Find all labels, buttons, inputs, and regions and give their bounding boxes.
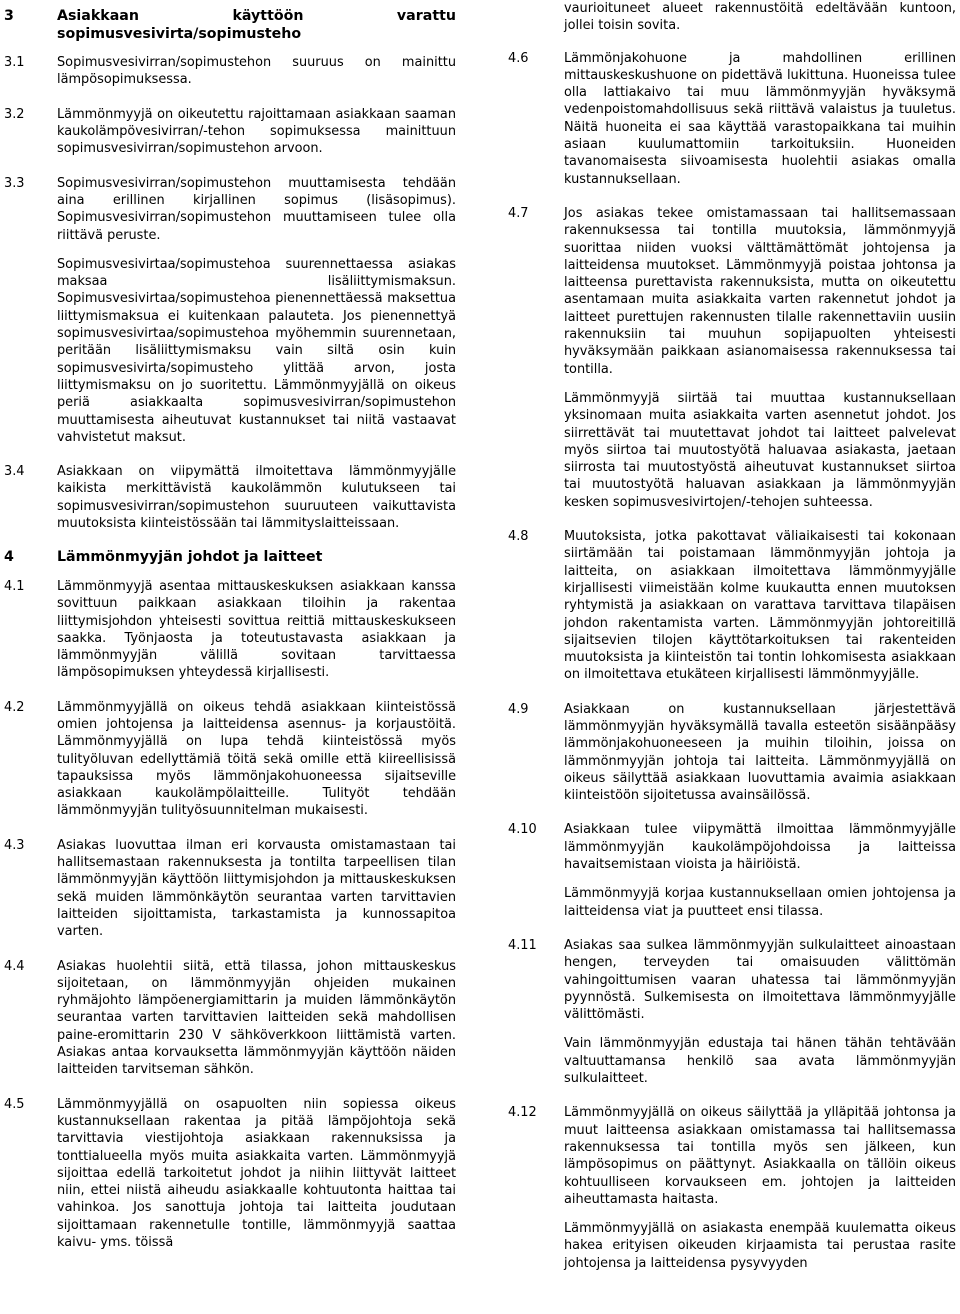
clause-text: Vain lämmönmyyjän edustaja tai hänen tähän tehtävään valtuuttamansa henkilö saa avata lämmönmyyjän sulkulaitteet. bbox=[564, 1036, 956, 1087]
clause-3-3 bbox=[4, 175, 456, 446]
clause-4-11 bbox=[508, 937, 956, 1087]
clause-4-1 bbox=[4, 578, 456, 682]
clause-4-12 bbox=[508, 1104, 956, 1272]
section-4-title: Lämmönmyyjän johdot ja laitteet bbox=[57, 549, 323, 566]
clause-text: Asiakkaan tulee viipymättä ilmoittaa lämmönmyyjälle lämmönmyyjän kaukolämpöjohdoissa ja laitteissa havaitsemistaan vioista ja häiriöistä. bbox=[564, 822, 956, 873]
clause-4-3 bbox=[4, 837, 456, 941]
clause-4-6 bbox=[508, 50, 956, 188]
clause-number: 3.4 bbox=[4, 464, 25, 480]
clause-number: 3.1 bbox=[4, 55, 25, 71]
clause-text: Asiakkaan on kustannuksellaan järjestettävä lämmönmyyjän hyväksymällä tavalla esteetön sisäänpääsy lämmönjakohuoneeseen ja muihin tiloihin, joissa on lämmönmyyjän johtoja tai laitteita. Lämmönmyyjällä on oikeus säilyttää asiakkaan luovuttamia avaimia asiakkaan kiinteistöön sijoitetussa avainsäilössä. bbox=[564, 701, 956, 804]
clause-text: Lämmönmyyjä on oikeutettu rajoittamaan asiakkaan saaman kaukolämpövesivirran/-tehon sopimuksessa mainittuun sopimusvesivirran/sopimustehon arvoon. bbox=[57, 106, 456, 157]
clause-text: Jos asiakas tekee omistamassaan tai hallitsemassaan rakennuksessa tai tontilla muutoksia, lämmönmyyjä suorittaa niiden vuoksi välttämättömät johtojensa ja laitteidensa muutokset. Lämmönmyyjä poistaa johtonsa ja laitteensa purettavista rakennuksista, mutta on oikeutettu asentamaan muita asiakkaita varten rakennetut johdot ja laitteet purettujen rakennusten tilalle rakennettaviin uusiin rakennuksiin tai muuhun sopijapuolten yhteisesti hyväksymään paikkaan asianomaisessa rakennuksessa tai tontilla. bbox=[564, 205, 956, 377]
section-3-heading bbox=[4, 8, 456, 43]
clause-text: Lämmönmyyjä siirtää tai muuttaa kustannuksellaan yksinomaan muita asiakkaita varten asennetut johdot. Jos siirrettävät tai muutettavat johdot tai laitteet palvelevat myös siirtoa tai muutostyötä haluavaa asiakasta, jaetaan siirrosta tai muutostyöstä aiheutuvat kustannukset siirtoa tai muutostyötä haluavan asiakkaan ja lämmönmyyjän kesken sopimusvesivirtojen/-tehojen suhteessa. bbox=[564, 390, 956, 510]
clause-number: 3.3 bbox=[4, 175, 25, 191]
section-3-title: Asiakkaan käyttöön varattu sopimusvesivirta/sopimusteho bbox=[57, 8, 456, 42]
clause-text: Muutoksista, jotka pakottavat väliaikaisesti tai kokonaan siirtämään tai poistamaan lämmönmyyjän johtoja ja laitteita, on asiakkaan ilmoitettava lämmönmyyjälle kirjallisesti viimeistään kolme kuukautta ennen muutoksen ryhtymistä ja asiakkaan on varattava tarvittava tilapäisen johdon rakentamista varten. Lämmönmyyjän johtoreitillä sijaitsevien tilojen käyttötarkoituksen tai rakenteiden muutoksista ja kiinteistön tai tontin lohkomisesta asiakkaan on ilmoitettava etukäteen kirjallisesti lämmönmyyjälle. bbox=[564, 529, 956, 683]
clause-text: Lämmönmyyjä korjaa kustannuksellaan omien johtojensa ja laitteidensa viat ja puutteet ensi tilassa. bbox=[564, 886, 956, 919]
clause-number: 4.11 bbox=[508, 937, 537, 953]
clause-number: 4.12 bbox=[508, 1105, 537, 1121]
clause-3-2 bbox=[4, 106, 456, 158]
section-4-number: 4 bbox=[4, 549, 14, 566]
clause-number: 4.1 bbox=[4, 578, 25, 594]
clause-number: 3.2 bbox=[4, 106, 25, 122]
clause-4-2 bbox=[4, 699, 456, 820]
clause-number: 4.9 bbox=[508, 701, 529, 717]
clause-text: Lämmönmyyjä asentaa mittauskeskuksen asiakkaan kanssa sovittuun paikkaan asiakkaan tiloihin ja rakentaa liittymisjohdon yhteisesti sovittua reittiä mittauskeskukseen saakka. Työnjaosta ja toteutustavasta asiakkaan ja lämmönmyyjän välillä sovitaan tarvittaessa lämpösopimuksen yhteydessä kirjallisesti. bbox=[57, 578, 456, 681]
clause-number: 4.6 bbox=[508, 50, 529, 66]
clause-4-9 bbox=[508, 701, 956, 805]
clause-number: 4.7 bbox=[508, 205, 529, 221]
clause-4-10 bbox=[508, 821, 956, 919]
clause-number: 4.10 bbox=[508, 822, 537, 838]
section-4-heading bbox=[4, 549, 456, 567]
clause-number: 4.2 bbox=[4, 699, 25, 715]
clause-text: Asiakas saa sulkea lämmönmyyjän sulkulaitteet ainoastaan hengen, terveyden tai omaisuuden välittömän vahingoittumisen vaaran uhatessa tai lämmönmyyjän pyynnöstä. Sulkemisesta on ilmoitettava lämmönmyyjälle välittömästi. bbox=[564, 937, 956, 1023]
clause-text: Lämmönmyyjällä on asiakasta enempää kuulematta oikeus hakea erityisen oikeuden kirjaamista tai perustaa rasite johtojensa ja laitteidensa pysyvyyden bbox=[564, 1221, 956, 1271]
clause-text: Lämmönmyyjällä on oikeus säilyttää ja ylläpitää johtonsa ja muut laitteensa asiakkaan omistamassa tai hallitsemassa rakennuksessa tai tontilla myös sen jälkeen, kun lämpösopimus on päättynyt. Asiakkaalla on tällöin oikeus kohtuulliseen korvaukseen em. johtojen ja laitteiden aiheuttamasta haitasta. bbox=[564, 1105, 956, 1207]
clause-number: 4.8 bbox=[508, 529, 529, 545]
clause-3-1 bbox=[4, 54, 456, 89]
left-column bbox=[4, 8, 456, 1251]
section-3-number: 3 bbox=[4, 8, 14, 24]
clause-number: 4.3 bbox=[4, 837, 25, 853]
clause-number: 4.5 bbox=[4, 1096, 25, 1112]
clause-4-5 bbox=[4, 1096, 456, 1252]
clause-text: Asiakas luovuttaa ilman eri korvausta omistamastaan tai hallitsemastaan rakennuksesta ja tontilta tarpeellisen tilan lämmönmyyjän käyttöön liittymisjohdon ja mittauskeskuksen sekä muiden lämmönkäytön seurantaa varten tarvittavien laitteiden sijoittamista, tarkastamista ja kunnossapitoa varten. bbox=[57, 837, 456, 940]
clause-text: Asiakas huolehtii siitä, että tilassa, johon mittauskeskus sijoitetaan, on lämmönmyyjän ohjeiden mukainen ryhmäjohto lämpöenergiamittarin ja muiden lämmönkäytön seurantaa varten tarvittavien laitteiden sekä mahdollisen paine-eromittarin 230 V sähköverkkoon liittämistä varten. Asiakas antaa korvauksetta lämmönmyyjän käyttöön näiden laitteiden tarvitseman sähkön. bbox=[57, 958, 456, 1078]
clause-text: Lämmönmyyjällä on oikeus tehdä asiakkaan kiinteistössä omien johtojensa ja laitteidensa asennus- ja korjaustöitä. Lämmönmyyjällä on lupa tehdä kiinteistössä myös tulityöluvan edellyttämiä töitä sekä omille että kiireellisissä tapauksissa myös lämmönjakohuoneessa sijaitseville asiakkaan kaukolämpölaitteille. Tulityöt tehdään lämmönmyyjän tulityösuunnitelman mukaisesti. bbox=[57, 699, 456, 819]
clause-number: 4.4 bbox=[4, 958, 25, 974]
clause-3-4 bbox=[4, 463, 456, 532]
clause-text: Asiakkaan on viipymättä ilmoitettava lämmönmyyjälle kaikista merkittävistä kaukolämmön kulutukseen tai sopimusvesivirran/sopimustehon suuruuteen vaikuttavista muutoksista kiinteistössään tai lämmityslaitteissaan. bbox=[57, 464, 456, 532]
clause-text: Sopimusvesivirran/sopimustehon muuttamisesta tehdään aina erillinen kirjallinen sopimus (lisäsopimus). Sopimusvesivirran/sopimustehon muuttamiseen tulee olla riittävä peruste. bbox=[57, 175, 456, 243]
right-column bbox=[508, 0, 956, 1272]
clause-text: Lämmönmyyjällä on osapuolten niin sopiessa oikeus kustannuksellaan rakentaa ja pitää lämpöjohtoja sekä tarvittavia viestijohtoja asiakkaan rakennuksissa ja tonttialueella myös muita asiakkaita varten. Lämmönmyyjä sijoittaa edellä tarkoitetut johdot ja niihin liittyvät laitteet niin, ettei niistä aiheudu asiakkaalle kohtuutonta haittaa tai vahinkoa. Jos sanottuja johtoja tai laitteita joudutaan sijoittamaan rakennetulle tontille, lämmönmyyjä saattaa kaivu- yms. töissä bbox=[57, 1096, 456, 1250]
clause-4-8 bbox=[508, 528, 956, 684]
clause-4-4 bbox=[4, 958, 456, 1079]
clause-4-7 bbox=[508, 205, 956, 511]
clause-text: Sopimusvesivirran/sopimustehon suuruus on mainittu lämpösopimuksessa. bbox=[57, 55, 456, 88]
clause-text: Sopimusvesivirtaa/sopimustehoa suurennettaessa asiakas maksaa lisäliittymismaksun. Sopimusvesivirtaa/sopimustehoa pienennettäessä maksettua liittymismaksua ei kuitenkaan palauteta. Jos pienennettyä sopimusvesivirtaa/sopimustehoa myöhemmin suurennetaan, peritään lisäliittymismaksu vain siltä osin kuin sopimusvesivirta/sopimusteho ylittää arvon, josta liittymismaksu on jo suoritettu. Lämmönmyyjällä on oikeus periä asiakkaalta sopimusvesivirran/sopimustehon muuttamisesta aiheutuvat kustannukset tai niitä vastaavat vahvistetut maksut. bbox=[57, 256, 456, 445]
continuation-text: vaurioituneet alueet rakennustöitä edeltävään kuntoon, jollei toisin sovita. bbox=[564, 1, 956, 34]
clause-text: Lämmönjakohuone ja mahdollinen erillinen mittauskeskushuone on pidettävä lukittuna. Huoneissa tulee olla lattiakaivo tai muu lämmönmyyjän hyväksymä vedenpoistomahdollisuus sekä riittävä valaistus ja tuuletus. Näitä huoneita ei saa käyttää varastopaikkana tai muihin asiaan kuulumattomiin tarkoituksiin. Huoneiden tavanomaisesta siivoamisesta huolehtii asiakas omalla kustannuksellaan. bbox=[564, 50, 956, 187]
